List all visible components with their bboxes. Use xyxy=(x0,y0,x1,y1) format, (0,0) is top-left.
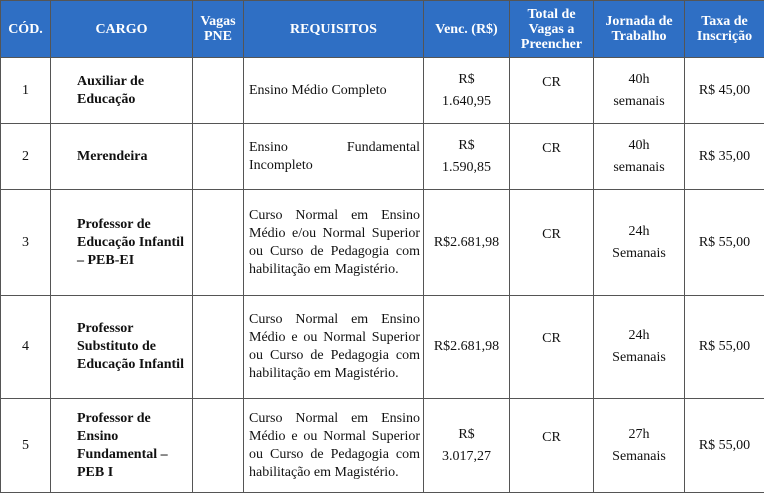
venc-value: R$2.681,98 xyxy=(426,336,507,358)
header-cod: CÓD. xyxy=(1,1,51,58)
header-requisitos: REQUISITOS xyxy=(244,1,424,58)
cell-cargo: Auxiliar de Educação xyxy=(51,58,193,124)
cell-taxa: R$ 55,00 xyxy=(685,296,764,399)
cell-taxa: R$ 55,00 xyxy=(685,190,764,296)
cell-taxa: R$ 55,00 xyxy=(685,399,764,493)
jornada-unit: Semanais xyxy=(598,347,680,369)
cell-cod: 1 xyxy=(1,58,51,124)
table-row xyxy=(1,296,764,399)
cell-jornada xyxy=(594,296,685,399)
cell-cargo: Professor Substituto de Educação Infantil xyxy=(51,296,193,399)
cell-cod: 3 xyxy=(1,190,51,296)
cell-jornada xyxy=(594,399,685,493)
header-venc: Venc. (R$) xyxy=(424,1,510,58)
jornada-hours: 27h xyxy=(598,424,680,446)
cell-cargo: Merendeira xyxy=(51,124,193,190)
cell-venc xyxy=(424,58,510,124)
venc-value: R$2.681,98 xyxy=(426,232,507,254)
venc-value: 1.590,85 xyxy=(426,157,507,179)
venc-prefix: R$ xyxy=(426,135,507,157)
cell-total xyxy=(510,190,594,296)
cell-requisitos: Curso Normal em Ensino Médio e ou Normal Superior ou Curso de Pedagogia com habilitação em Magistério. xyxy=(244,399,424,493)
table-row xyxy=(1,399,764,493)
header-cargo: CARGO xyxy=(51,1,193,58)
table-row xyxy=(1,58,764,124)
cell-total xyxy=(510,58,594,124)
total-value: CR xyxy=(542,430,561,445)
cell-cod: 5 xyxy=(1,399,51,493)
jornada-unit: semanais xyxy=(598,91,680,113)
cell-cod: 2 xyxy=(1,124,51,190)
total-value: CR xyxy=(542,141,561,156)
cell-total xyxy=(510,296,594,399)
header-vagas-pne: Vagas PNE xyxy=(193,1,244,58)
jornada-unit: Semanais xyxy=(598,243,680,265)
jornada-hours: 24h xyxy=(598,325,680,347)
cell-total xyxy=(510,399,594,493)
venc-value: 3.017,27 xyxy=(426,446,507,468)
cell-venc xyxy=(424,399,510,493)
cell-taxa: R$ 45,00 xyxy=(685,58,764,124)
total-value: CR xyxy=(542,331,561,346)
cell-venc xyxy=(424,190,510,296)
venc-prefix: R$ xyxy=(426,69,507,91)
cell-requisitos: Ensino Fundamental Incompleto xyxy=(244,124,424,190)
jornada-unit: semanais xyxy=(598,157,680,179)
cell-jornada xyxy=(594,58,685,124)
jornada-hours: 40h xyxy=(598,135,680,157)
venc-prefix: R$ xyxy=(426,424,507,446)
venc-value: 1.640,95 xyxy=(426,91,507,113)
cell-vagas-pne xyxy=(193,399,244,493)
table-row xyxy=(1,190,764,296)
cell-requisitos: Ensino Médio Completo xyxy=(244,58,424,124)
header-jornada: Jornada de Trabalho xyxy=(594,1,685,58)
cell-jornada xyxy=(594,124,685,190)
cell-cargo: Professor de Ensino Fundamental – PEB I xyxy=(51,399,193,493)
header-row xyxy=(1,1,764,58)
cell-requisitos: Curso Normal em Ensino Médio e ou Normal Superior ou Curso de Pedagogia com habilitação em Magistério. xyxy=(244,296,424,399)
total-value: CR xyxy=(542,227,561,242)
total-value: CR xyxy=(542,75,561,90)
jornada-hours: 40h xyxy=(598,69,680,91)
cell-total xyxy=(510,124,594,190)
cell-taxa: R$ 35,00 xyxy=(685,124,764,190)
cell-vagas-pne xyxy=(193,296,244,399)
cell-jornada xyxy=(594,190,685,296)
cell-cargo: Professor de Educação Infantil – PEB-EI xyxy=(51,190,193,296)
table-row xyxy=(1,124,764,190)
header-total-vagas: Total de Vagas a Preencher xyxy=(510,1,594,58)
cell-vagas-pne xyxy=(193,124,244,190)
cell-venc xyxy=(424,296,510,399)
cell-vagas-pne xyxy=(193,190,244,296)
jornada-hours: 24h xyxy=(598,221,680,243)
jornada-unit: Semanais xyxy=(598,446,680,468)
cell-cod: 4 xyxy=(1,296,51,399)
cell-vagas-pne xyxy=(193,58,244,124)
cell-requisitos: Curso Normal em Ensino Médio e/ou Normal Superior ou Curso de Pedagogia com habilitação em Magistério. xyxy=(244,190,424,296)
header-taxa: Taxa de Inscrição xyxy=(685,1,764,58)
cell-venc xyxy=(424,124,510,190)
